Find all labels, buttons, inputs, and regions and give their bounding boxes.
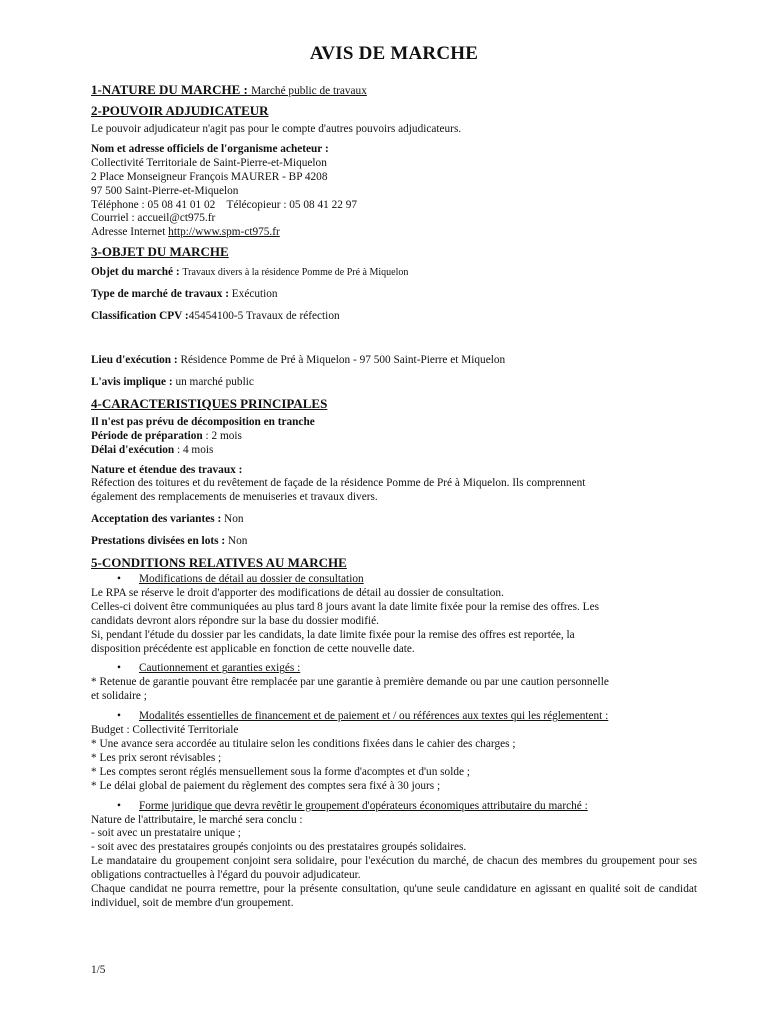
objet-value: Travaux divers à la résidence Pomme de Pré à Miquelon	[182, 267, 409, 279]
modifications-line-4: Si, pendant l'étude du dossier par les candidats, la date limite fixée pour la remise des offres est reportée, la	[91, 628, 575, 641]
bullet-financement: • Modalités essentielles de financement et de paiement et / ou références aux textes qui les réglementent :	[117, 710, 609, 723]
website-link[interactable]: http://www.spm-ct975.fr	[168, 226, 280, 239]
modifications-line-2: Celles-ci doivent être communiquées au plus tard 8 jours avant la date limite fixée pour la remise des offres. Les	[91, 600, 599, 613]
bullet-forme-juridique: • Forme juridique que devra revêtir le groupement d'opérateurs économiques attributaire du marché :	[117, 799, 588, 812]
pouvoir-intro: Le pouvoir adjudicateur n'agit pas pour le compte d'autres pouvoirs adjudicateurs.	[91, 123, 462, 135]
avis-line: L'avis implique : un marché public	[91, 375, 254, 388]
bullet-dot: •	[117, 710, 121, 723]
forme-line-2: - soit avec un prestataire unique ;	[91, 827, 241, 840]
forme-line-1: Nature de l'attributaire, le marché sera conclu :	[91, 813, 303, 826]
preparation-line: Période de préparation : 2 mois	[91, 429, 242, 442]
modifications-line-1: Le RPA se réserve le droit d'apporter des modifications de détail au dossier de consultation.	[91, 586, 504, 599]
financement-line-3: * Les prix seront révisables ;	[91, 751, 222, 764]
nature-marche-value: Marché public de travaux	[251, 85, 367, 97]
nature-travaux-line-2: également des remplacements de menuiseries et travaux divers.	[91, 491, 378, 504]
objet-line: Objet du marché : Travaux divers à la résidence Pomme de Pré à Miquelon	[91, 266, 409, 279]
bullet-cautionnement: • Cautionnement et garanties exigés :	[117, 662, 301, 675]
nature-travaux-line-1: Réfection des toitures et du revêtement de façade de la résidence Pomme de Pré à Miquelon. Ils comprennent	[91, 477, 586, 490]
email: Courriel : accueil@ct975.fr	[91, 212, 216, 225]
phone: Téléphone : 05 08 41 01 02	[91, 198, 216, 211]
modifications-line-5: disposition précédente est applicable en fonction de cette nouvelle date.	[91, 642, 415, 655]
financement-line-4: * Les comptes seront réglés mensuellement sous la forme d'acomptes et d'un solde ;	[91, 765, 470, 778]
financement-line-5: * Le délai global de paiement du règlement des comptes sera fixé à 30 jours ;	[91, 779, 441, 792]
cautionnement-line-2: et solidaire ;	[91, 690, 147, 703]
document-page	[91, 42, 697, 911]
section-3-heading: 3-OBJET DU MARCHE	[91, 244, 229, 260]
organisme-label: Nom et adresse officiels de l'organisme acheteur :	[91, 142, 329, 155]
website-line: Adresse Internet http://www.spm-ct975.fr	[91, 226, 280, 239]
type-line: Type de marché de travaux : Exécution	[91, 288, 278, 301]
address-line-1: 2 Place Monseigneur François MAURER - BP 4208	[91, 170, 328, 183]
lieu-line: Lieu d'exécution : Résidence Pomme de Pré à Miquelon - 97 500 Saint-Pierre et Miquelon	[91, 353, 506, 366]
section-4-heading: 4-CARACTERISTIQUES PRINCIPALES	[91, 395, 328, 411]
fax: Télécopieur : 05 08 41 22 97	[226, 198, 358, 211]
tranche-text: Il n'est pas prévu de décomposition en tranche	[91, 415, 315, 428]
bullet-dot: •	[117, 799, 121, 812]
bullet-dot: •	[117, 573, 121, 586]
bullet-modifications: • Modifications de détail au dossier de consultation	[117, 573, 364, 586]
contact-phones	[91, 199, 697, 213]
page-number: 1/5	[91, 964, 106, 976]
delai-line: Délai d'exécution : 4 mois	[91, 443, 214, 456]
section-2-heading: 2-POUVOIR ADJUDICATEUR	[91, 103, 269, 118]
bullet-dot: •	[117, 662, 121, 675]
organisme-name: Collectivité Territoriale de Saint-Pierre-et-Miquelon	[91, 156, 327, 169]
forme-line-3: - soit avec des prestataires groupés conjoints ou des prestataires groupés solidaires.	[91, 841, 467, 854]
modifications-line-3: candidats devront alors répondre sur la base du dossier modifié.	[91, 614, 379, 627]
address-line-2: 97 500 Saint-Pierre-et-Miquelon	[91, 184, 239, 197]
section-5-heading: 5-CONDITIONS RELATIVES AU MARCHE	[91, 555, 347, 571]
financement-line-2: * Une avance sera accordée au titulaire selon les conditions fixées dans le cahier des charges ;	[91, 738, 516, 750]
nature-travaux-label: Nature et étendue des travaux :	[91, 463, 243, 476]
section-1-heading: 1-NATURE DU MARCHE : Marché public de travaux	[91, 82, 367, 97]
financement-line-1: Budget : Collectivité Territoriale	[91, 724, 239, 737]
forme-paragraph-1: Le mandataire du groupement conjoint sera solidaire, pour l'exécution du marché, de chacun des membres du groupement pour ses obligations contractuelles à l'égard du pouvoir adjudicateur.	[91, 855, 697, 882]
document-title: AVIS DE MARCHE	[309, 43, 479, 64]
forme-paragraph-2: Chaque candidat ne pourra remettre, pour la présente consultation, qu'une seule candidature en agissant en qualité soit de candidat individuel, soit de membre d'un groupement.	[91, 883, 697, 909]
cpv-line: Classification CPV :45454100-5 Travaux de réfection	[91, 310, 340, 323]
lots-line: Prestations divisées en lots : Non	[91, 535, 248, 548]
cautionnement-line-1: * Retenue de garantie pouvant être remplacée par une garantie à première demande ou par une caution personnelle	[91, 676, 609, 689]
variantes-line: Acceptation des variantes : Non	[91, 513, 244, 526]
